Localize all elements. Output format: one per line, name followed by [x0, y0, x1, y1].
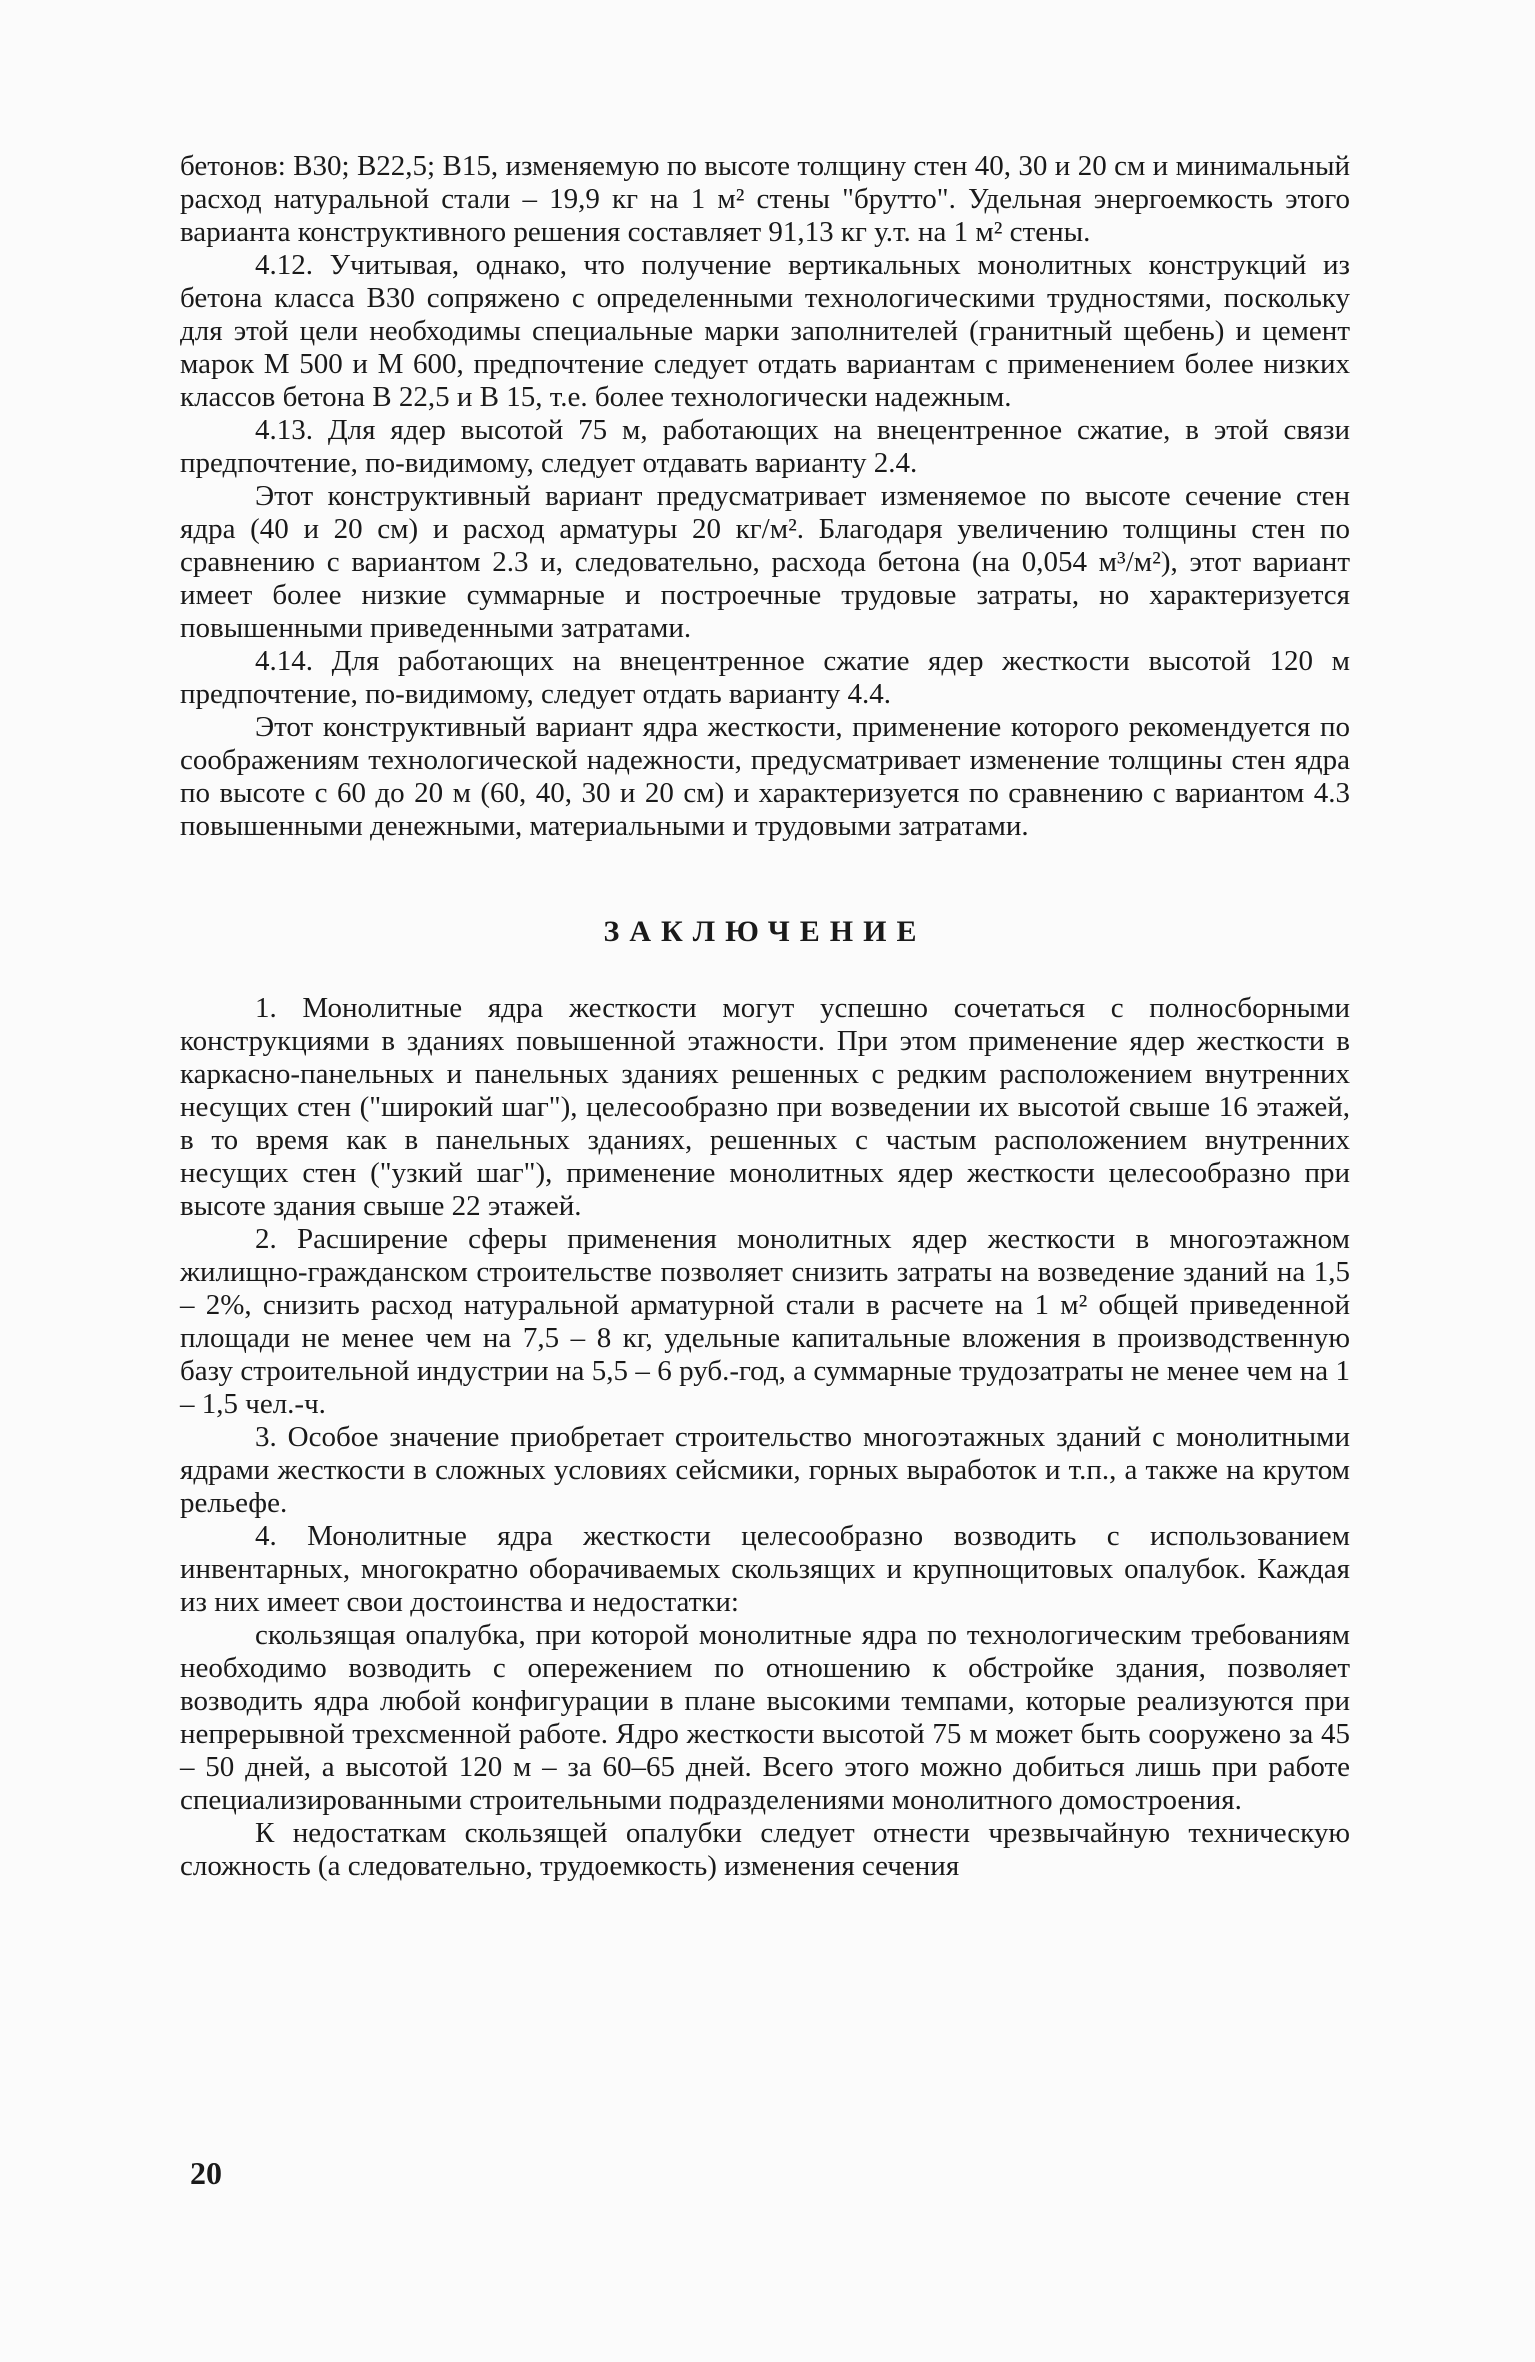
- conclusion-item-4: 4. Монолитные ядра жесткости целесообразно возводить с использованием инвентарных, многократно оборачиваемых скользящих и крупнощитовых опалубок. Каждая из них имеет свои достоинства и недостатки:: [180, 1520, 1350, 1618]
- conclusion-item-3: 3. Особое значение приобретает строительство многоэтажных зданий с монолитными ядрами жесткости в сложных условиях сейсмики, горных выработок и т.п., а также на крутом рельефе.: [180, 1421, 1350, 1519]
- paragraph-variant-2-4: Этот конструктивный вариант предусматривает изменяемое по высоте сечение стен ядра (40 и 20 см) и расход арматуры 20 кг/м². Благодаря увеличению толщины стен по сравнению с вариантом 2.3 и, следовательно, расхода бетона (на 0,054 м³/м²), этот вариант имеет более низкие суммарные и построечные трудовые затраты, но характеризуется повышенными приведенными затратами.: [180, 480, 1350, 644]
- page-number: 20: [190, 2155, 222, 2191]
- paragraph-variant-4-4: Этот конструктивный вариант ядра жесткости, применение которого рекомендуется по соображениям технологической надежности, предусматривает изменение толщины стен ядра по высоте с 60 до 20 м (60, 40, 30 и 20 см) и характеризуется по сравнению с вариантом 4.3 повышенными денежными, материальными и трудовыми затратами.: [180, 711, 1350, 842]
- paragraph-4-14: 4.14. Для работающих на внецентренное сжатие ядер жесткости высотой 120 м предпочтение, по-видимому, следует отдать варианту 4.4.: [180, 645, 1350, 710]
- conclusion-heading: ЗАКЛЮЧЕНИЕ: [603, 915, 927, 948]
- paragraph-4-12: 4.12. Учитывая, однако, что получение вертикальных монолитных конструкций из бетона класса В30 сопряжено с определенными технологическими трудностями, поскольку для этой цели необходимы специальные марки заполнителей (гранитный щебень) и цемент марок М 500 и М 600, предпочтение следует отдать вариантам с применением более низких классов бетона В 22,5 и В 15, т.е. более технологически надежным.: [180, 249, 1350, 413]
- conclusion-item-1: 1. Монолитные ядра жесткости могут успешно сочетаться с полносборными конструкциями в зданиях повышенной этажности. При этом применение ядер жесткости в каркасно-панельных и панельных зданиях решенных с редким расположением внутренних несущих стен ("широкий шаг"), целесообразно при возведении их высотой свыше 16 этажей, в то время как в панельных зданиях, решенных с частым расположением внутренних несущих стен ("узкий шаг"), применение монолитных ядер жесткости целесообразно при высоте здания свыше 22 этажей.: [180, 992, 1350, 1222]
- text-column: [180, 150, 1350, 1883]
- conclusion-disadvantages: К недостаткам скользящей опалубки следует отнести чрезвычайную техническую сложность (а следовательно, трудоемкость) изменения сечения: [180, 1817, 1350, 1882]
- conclusion-item-2: 2. Расширение сферы применения монолитных ядер жесткости в многоэтажном жилищно-гражданском строительстве позволяет снизить затраты на возведение зданий на 1,5 – 2%, снизить расход натуральной арматурной стали в расчете на 1 м² общей приведенной площади не менее чем на 7,5 – 8 кг, удельные капитальные вложения в производственную базу строительной индустрии на 5,5 – 6 руб.-год, а суммарные трудозатраты не менее чем на 1 – 1,5 чел.-ч.: [180, 1223, 1350, 1420]
- conclusion-sliding-formwork: скользящая опалубка, при которой монолитные ядра по технологическим требованиям необходимо возводить с опережением по отношению к обстройке здания, позволяет возводить ядра любой конфигурации в плане высокими темпами, которые реализуются при непрерывной трехсменной работе. Ядро жесткости высотой 75 м может быть сооружено за 45 – 50 дней, а высотой 120 м – за 60–65 дней. Всего этого можно добиться лишь при работе специализированными строительными подразделениями монолитного домостроения.: [180, 1619, 1350, 1816]
- paragraph-top-1: бетонов: В30; В22,5; В15, изменяемую по высоте толщину стен 40, 30 и 20 см и минимальный расход натуральной стали – 19,9 кг на 1 м² стены "брутто". Удельная энергоемкость этого варианта конструктивного решения составляет 91,13 кг у.т. на 1 м² стены.: [180, 150, 1350, 248]
- paragraph-4-13: 4.13. Для ядер высотой 75 м, работающих на внецентренное сжатие, в этой связи предпочтение, по-видимому, следует отдавать варианту 2.4.: [180, 414, 1350, 479]
